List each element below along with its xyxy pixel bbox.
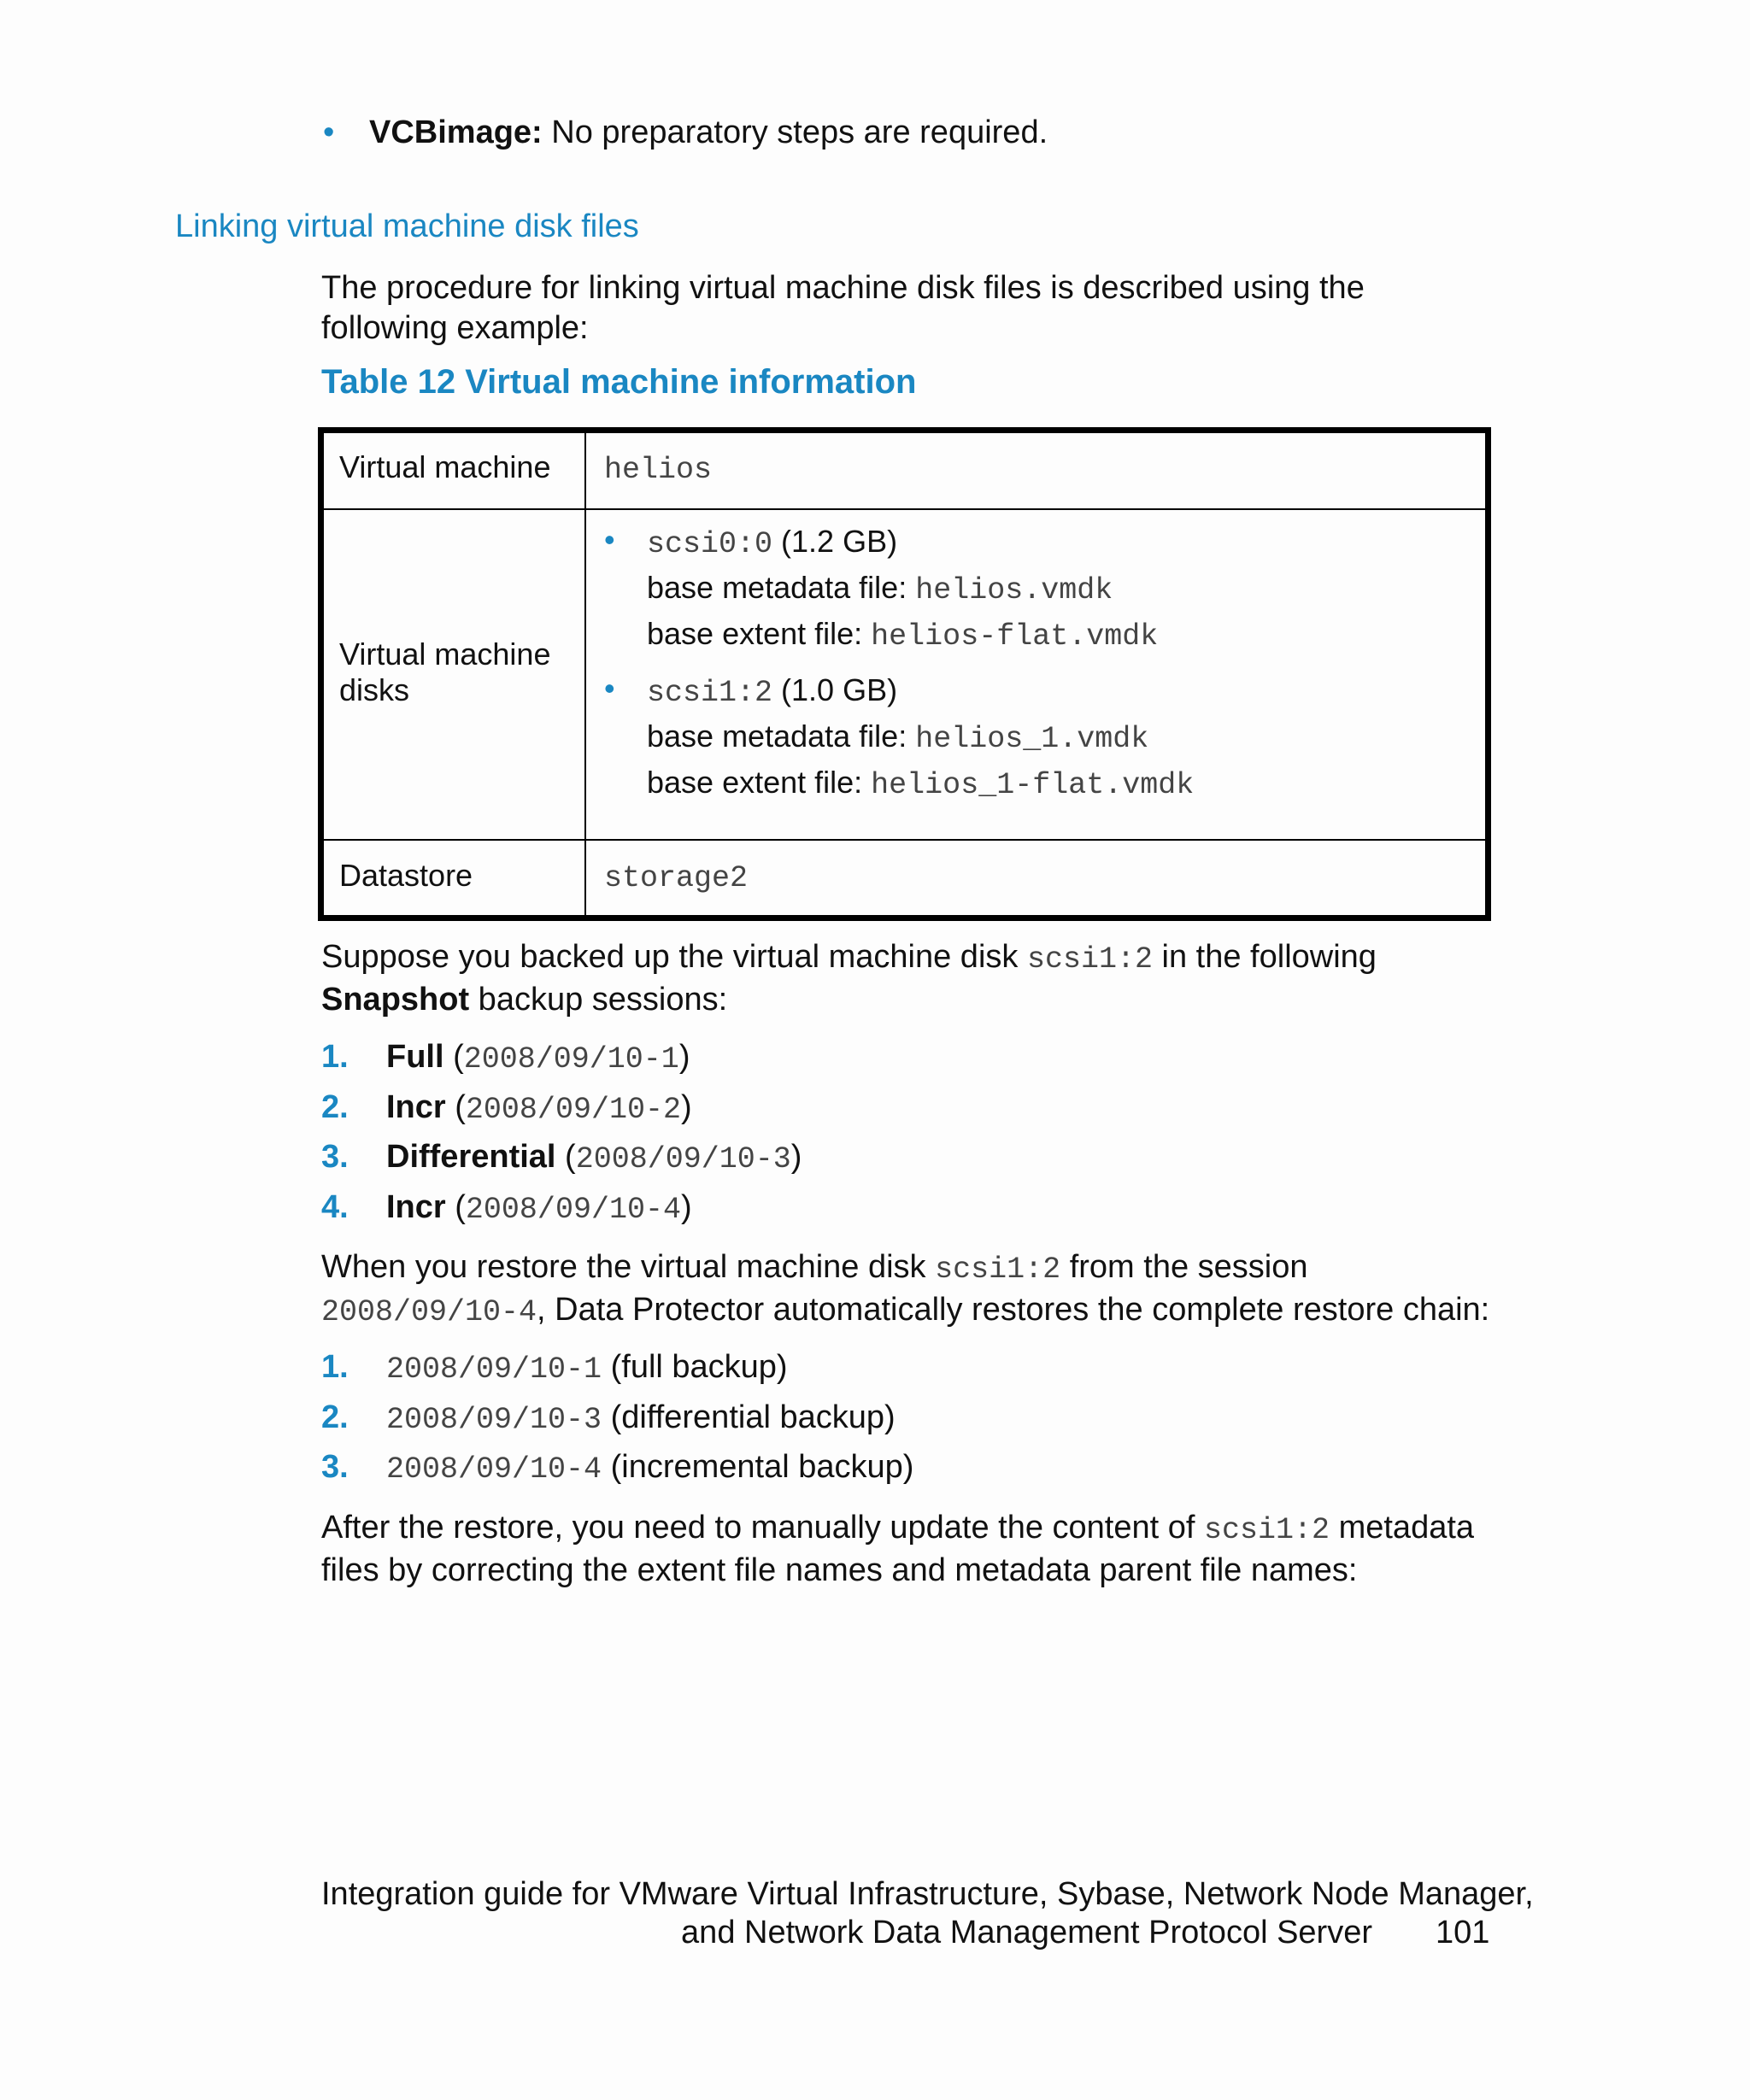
vm-value: helios: [604, 453, 713, 487]
session-id: 2008/09/10-4: [465, 1193, 681, 1227]
session-id: 2008/09/10-4: [386, 1452, 602, 1487]
disk-extent-line: [647, 616, 1158, 654]
text-span: backup sessions:: [469, 982, 728, 1018]
bullet-text: [369, 113, 1048, 153]
backup-description: (full backup): [602, 1349, 788, 1385]
disk-size: (1.2 GB): [772, 524, 898, 559]
list-number: 1.: [321, 1039, 349, 1075]
meta-value: helios_1.vmdk: [915, 722, 1149, 756]
disk-id: scsi1:2: [647, 676, 773, 710]
list-number: 1.: [321, 1349, 349, 1385]
backup-description: (incremental backup): [602, 1449, 914, 1485]
restore-paragraph: [321, 1247, 1496, 1333]
datastore-value: storage2: [604, 861, 749, 895]
meta-label: base metadata file:: [647, 570, 916, 605]
table-caption: Table 12 Virtual machine information: [321, 363, 917, 401]
footer-title-line1: Integration guide for VMware Virtual Infrastructure, Sybase, Network Node Manager,: [321, 1876, 1534, 1912]
session-type: Incr: [386, 1189, 446, 1225]
table-row-vm: [324, 433, 1485, 510]
inline-code: scsi1:2: [1204, 1513, 1330, 1547]
list-number: 2.: [321, 1399, 349, 1435]
inline-code: scsi1:2: [935, 1252, 1061, 1287]
bullet-description: No preparatory steps are required.: [542, 114, 1048, 150]
disk-id-line: [647, 672, 897, 711]
session-id: 2008/09/10-2: [465, 1093, 681, 1127]
disks-label: Virtual machine disks: [339, 636, 551, 707]
after-paragraph: [321, 1508, 1496, 1591]
meta-label: base metadata file:: [647, 719, 916, 754]
list-number: 3.: [321, 1139, 349, 1175]
session-id: 2008/09/10-3: [386, 1403, 602, 1437]
bullet-term: VCBimage:: [369, 114, 543, 150]
disk-meta-line: [647, 719, 1148, 757]
disk-extent-line: [647, 765, 1194, 803]
suppose-paragraph: [321, 937, 1496, 1020]
disks-value: [604, 510, 1459, 839]
footer-title-line2: and Network Data Management Protocol Server: [681, 1915, 1372, 1950]
section-heading: Linking virtual machine disk files: [175, 208, 639, 244]
vm-info-table: [318, 427, 1491, 921]
backup-description: (differential backup): [602, 1399, 896, 1435]
extent-label: base extent file:: [647, 616, 872, 651]
session-id: 2008/09/10-1: [386, 1352, 602, 1387]
disk-size: (1.0 GB): [772, 672, 898, 707]
session-id: 2008/09/10-3: [575, 1142, 791, 1176]
text-span: After the restore, you need to manually update the content of: [321, 1510, 1204, 1546]
session-type: Incr: [386, 1089, 446, 1125]
bullet-icon: •: [604, 671, 615, 706]
bullet-icon: •: [604, 522, 615, 557]
disk-id: scsi0:0: [647, 527, 773, 561]
extent-label: base extent file:: [647, 765, 872, 800]
table-row-datastore: [324, 841, 1485, 915]
inline-code: scsi1:2: [1026, 942, 1153, 977]
session-id: 2008/09/10-1: [463, 1042, 679, 1076]
session-type: Differential: [386, 1139, 556, 1175]
disk-id-line: [647, 524, 897, 562]
list-number: 3.: [321, 1449, 349, 1485]
meta-value: helios.vmdk: [915, 573, 1113, 607]
page-number: 101: [1436, 1915, 1490, 1950]
extent-value: helios-flat.vmdk: [871, 619, 1159, 654]
datastore-label: Datastore: [339, 858, 473, 893]
session-type: Full: [386, 1039, 444, 1075]
bullet-icon: •: [323, 114, 335, 150]
intro-paragraph: The procedure for linking virtual machine disk files is described using the following example:: [321, 270, 1365, 346]
text-span: When you restore the virtual machine disk: [321, 1249, 936, 1285]
inline-code: 2008/09/10-4: [321, 1295, 537, 1329]
table-row-disks: [324, 510, 1485, 841]
text-span: in the following: [1152, 939, 1377, 975]
text-span: Suppose you backed up the virtual machine disk: [321, 939, 1027, 975]
text-span: , Data Protector automatically restores the complete restore chain:: [537, 1292, 1490, 1328]
bold-term: Snapshot: [321, 982, 470, 1018]
vm-label: Virtual machine: [339, 449, 551, 484]
text-span: metadata files by correcting the extent file names and metadata parent file names:: [321, 1510, 1475, 1588]
list-number: 2.: [321, 1089, 349, 1125]
extent-value: helios_1-flat.vmdk: [871, 768, 1195, 802]
disk-meta-line: [647, 570, 1113, 608]
list-number: 4.: [321, 1189, 349, 1225]
text-span: from the session: [1060, 1249, 1308, 1285]
